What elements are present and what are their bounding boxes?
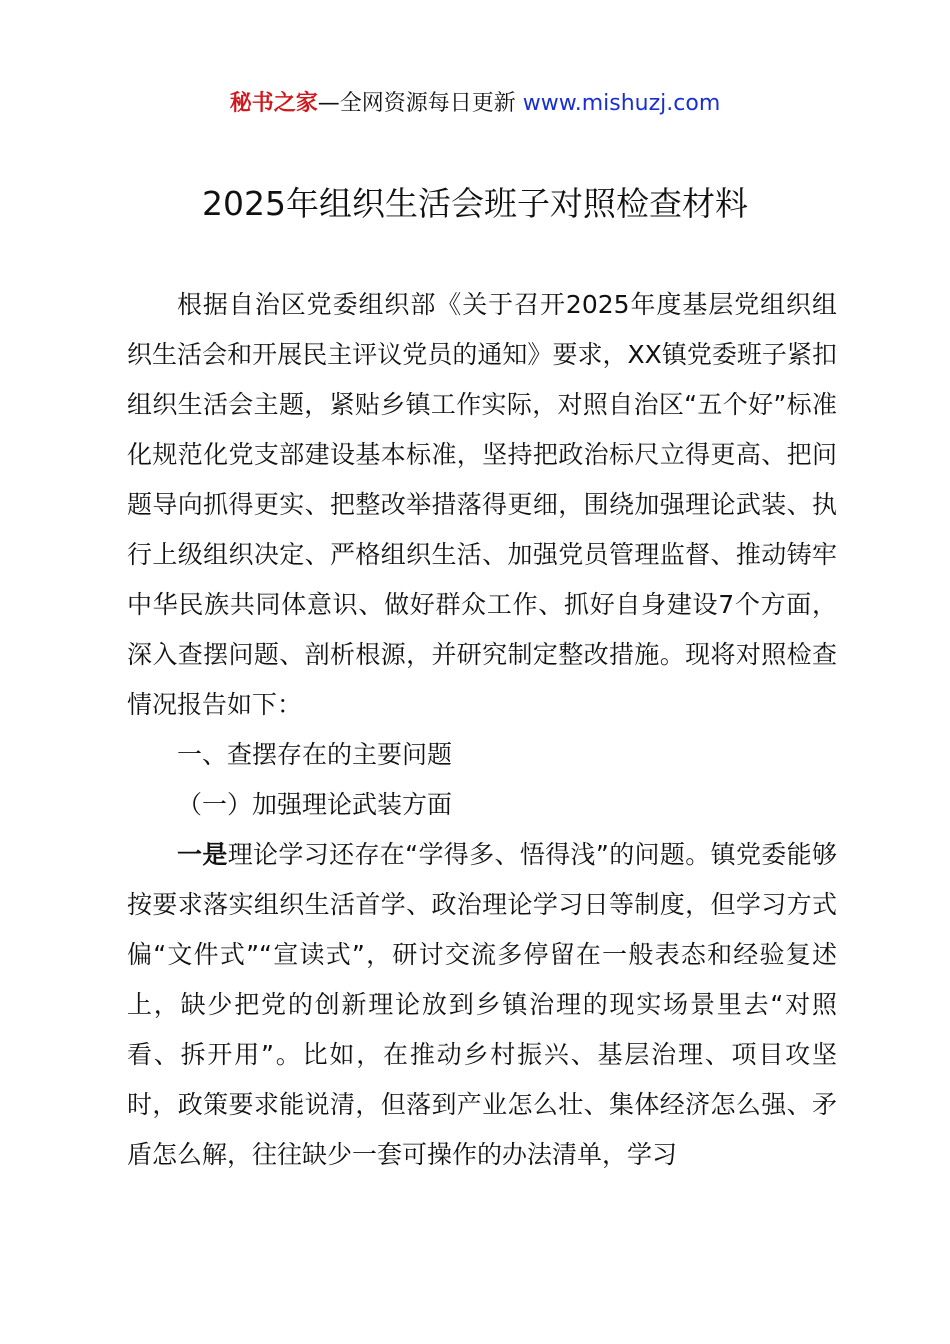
subsection-heading: （一）加强理论武装方面 — [177, 790, 453, 819]
intro-paragraph: 根据自治区党委组织部《关于召开2025年度基层党组织组织生活会和开展民主评议党员的通知》要求，XX镇党委班子紧扣组织生活会主题，紧贴乡镇工作实际，对照自治区“五个好”标准化规范化党支部建设基本标准，坚持把政治标尺立得更高、把问题导向抓得更实、把整改举措落得更细，围绕加强理论武装、执行上级组织决定、严格组织生活、加强党员管理监督、推动铸牢中华民族共同体意识、做好群众工作、抓好自身建设7个方面，深入查摆问题、剖析根源，并研究制定整改措施。现将对照检查情况报告如下： — [127, 290, 837, 719]
point-text: 理论学习还存在“学得多、悟得浅”的问题。镇党委能够按要求落实组织生活首学、政治理论学习日等制度，但学习方式偏“文件式”“宣读式”，研讨交流多停留在一般表态和经验复述上，缺少把党的创新理论放到乡镇治理的现实场景里去“对照看、拆开用”。比如，在推动乡村振兴、基层治理、项目攻坚时，政策要求能说清，但落到产业怎么壮、集体经济怎么强、矛盾怎么解，往往缺少一套可操作的办法清单，学习 — [127, 840, 837, 1169]
point-paragraph — [127, 830, 837, 1180]
site-header — [0, 88, 950, 120]
site-brand: 秘书之家 — [229, 91, 318, 116]
site-url-link[interactable]: www.mishuzj.com — [522, 91, 721, 116]
site-tagline: —全网资源每日更新 — [317, 91, 523, 116]
document-body — [127, 280, 837, 1180]
point-lead: 一是 — [177, 840, 228, 869]
document-title: 2025年组织生活会班子对照检查材料 — [202, 184, 748, 223]
section-heading: 一、查摆存在的主要问题 — [177, 740, 453, 769]
